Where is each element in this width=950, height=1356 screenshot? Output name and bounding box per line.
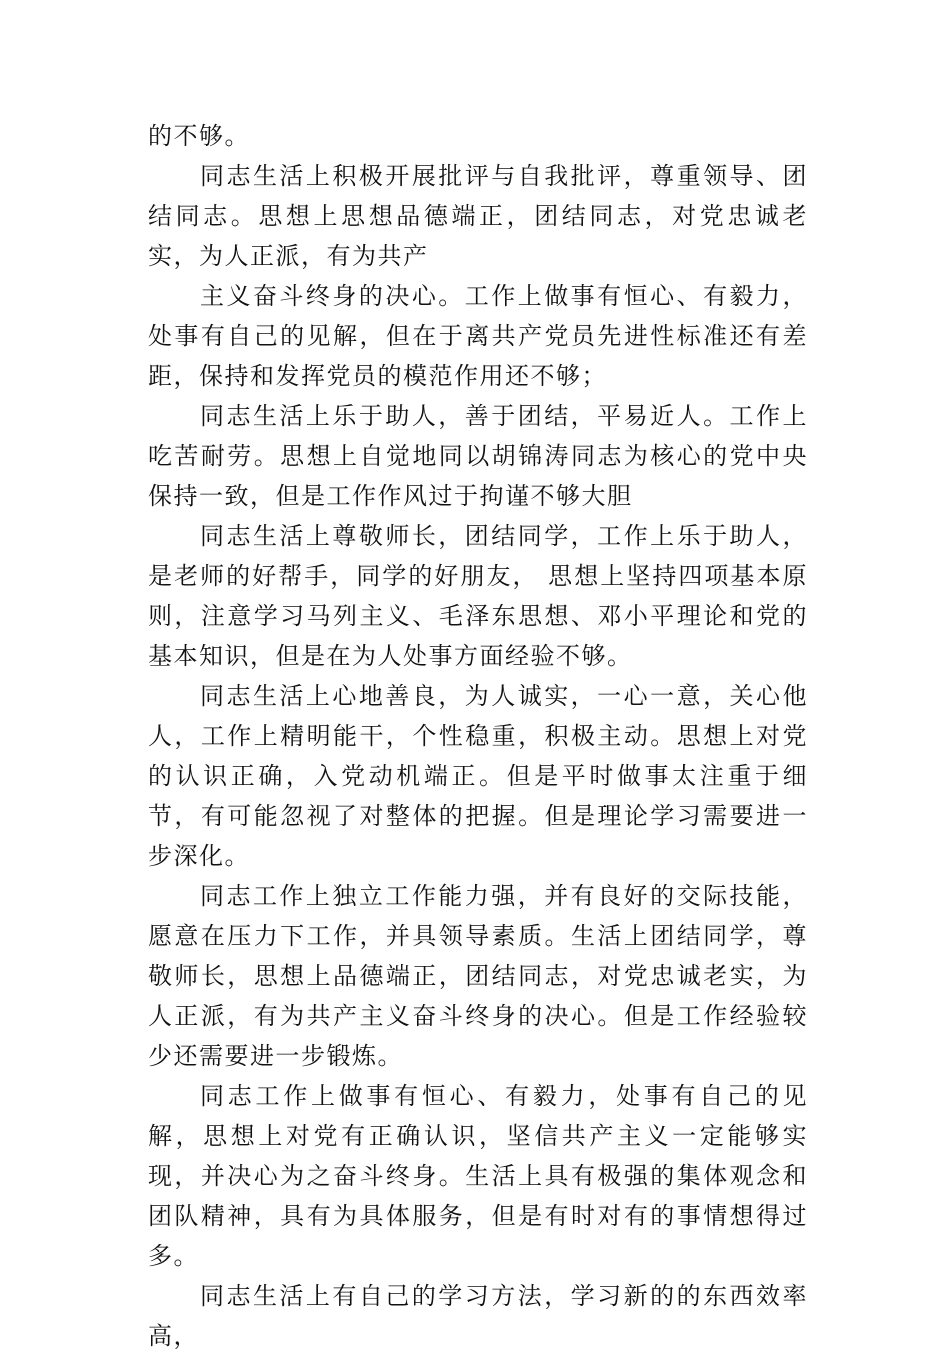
paragraph-8: 同志工作上做事有恒心、有毅力，处事有自己的见解，思想上对党有正确认识，坚信共产主义一定能够实现，并决心为之奋斗终身。生活上具有极强的集体观念和团队精神，具有为具体服务，但是有时对有的事情想得过多。 bbox=[148, 1082, 808, 1270]
paragraph-6: 同志生活上心地善良，为人诚实，一心一意，关心他人，工作上精明能干，个性稳重，积极主动。思想上对党的认识正确，入党动机端正。但是平时做事太注重于细节，有可能忽视了对整体的把握。但是理论学习需要进一步深化。 bbox=[148, 682, 808, 870]
paragraph-7: 同志工作上独立工作能力强，并有良好的交际技能，愿意在压力下工作，并具领导素质。生活上团结同学，尊敬师长，思想上品德端正，团结同志，对党忠诚老实，为人正派，有为共产主义奋斗终身的决心。但是工作经验较少还需要进一步锻炼。 bbox=[148, 882, 808, 1070]
paragraph-9: 同志生活上有自己的学习方法，学习新的的东西效率高， bbox=[148, 1282, 808, 1350]
paragraph-4: 同志生活上乐于助人，善于团结，平易近人。工作上吃苦耐劳。思想上自觉地同以胡锦涛同志为核心的党中央保持一致，但是工作作风过于拘谨不够大胆 bbox=[148, 402, 808, 510]
document-page bbox=[148, 116, 808, 1356]
paragraph-1: 的不够。 bbox=[148, 122, 250, 150]
paragraph-5: 同志生活上尊敬师长，团结同学，工作上乐于助人，是老师的好帮手，同学的好朋友， 思想上坚持四项基本原则，注意学习马列主义、毛泽东思想、邓小平理论和党的基本知识，但是在为人处事方面经验不够。 bbox=[148, 522, 808, 670]
paragraph-3: 主义奋斗终身的决心。工作上做事有恒心、有毅力，处事有自己的见解，但在于离共产党员先进性标准还有差距，保持和发挥党员的模范作用还不够； bbox=[148, 282, 808, 390]
paragraph-2: 同志生活上积极开展批评与自我批评，尊重领导、团结同志。思想上思想品德端正，团结同志，对党忠诚老实，为人正派，有为共产 bbox=[148, 162, 808, 270]
